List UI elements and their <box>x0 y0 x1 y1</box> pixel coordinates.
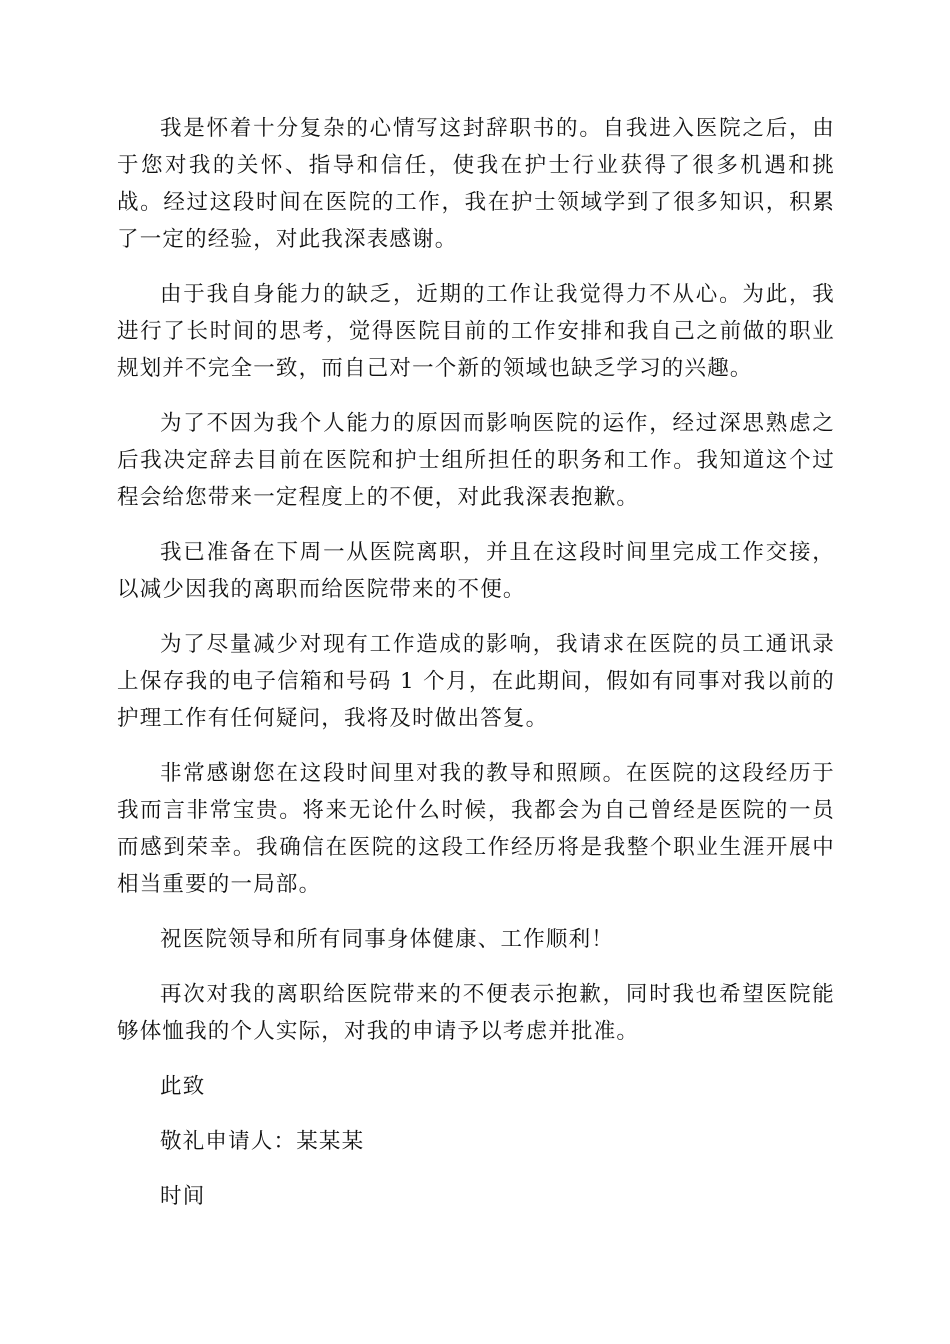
paragraph-contact-retention: 为了尽量减少对现有工作造成的影响，我请求在医院的员工通讯录上保存我的电子信箱和号码 1 个月，在此期间，假如有同事对我以前的护理工作有任何疑问，我将及时做出答复。 <box>117 632 835 731</box>
closing-date-label: 时间 <box>160 1184 206 1209</box>
paragraph-thanks: 非常感谢您在这段时间里对我的教导和照顾。在医院的这段经历于我而言非常宝贵。将来无论什么时候，我都会为自己曾经是医院的一员而感到荣幸。我确信在医院的这段工作经历将是我整个职业生涯开展中相当重要的一局部。 <box>117 761 835 897</box>
closing-salutation: 此致 <box>160 1074 206 1099</box>
paragraph-reason: 由于我自身能力的缺乏，近期的工作让我觉得力不从心。为此，我进行了长时间的思考，觉得医院目前的工作安排和我自己之前做的职业规划并不完全一致，而自己对一个新的领域也缺乏学习的兴趣。 <box>117 282 835 381</box>
closing-regards-applicant: 敬礼申请人：某某某 <box>160 1129 365 1154</box>
resignation-letter-body <box>117 110 835 1233</box>
paragraph-wishes: 祝医院领导和所有同事身体健康、工作顺利！ <box>160 927 615 952</box>
paragraph-departure-date: 我已准备在下周一从医院离职，并且在这段时间里完成工作交接，以减少因我的离职而给医院带来的不便。 <box>117 540 835 602</box>
paragraph-decision: 为了不因为我个人能力的原因而影响医院的运作，经过深思熟虑之后我决定辞去目前在医院和护士组所担任的职务和工作。我知道这个过程会给您带来一定程度上的不便，对此我深表抱歉。 <box>117 411 835 510</box>
paragraph-apology: 再次对我的离职给医院带来的不便表示抱歉，同时我也希望医院能够体恤我的个人实际，对我的申请予以考虑并批准。 <box>117 982 835 1044</box>
paragraph-gratitude: 我是怀着十分复杂的心情写这封辞职书的。自我进入医院之后，由于您对我的关怀、指导和信任，使我在护士行业获得了很多机遇和挑战。经过这段时间在医院的工作，我在护士领域学到了很多知识，积累了一定的经验，对此我深表感谢。 <box>117 116 835 252</box>
